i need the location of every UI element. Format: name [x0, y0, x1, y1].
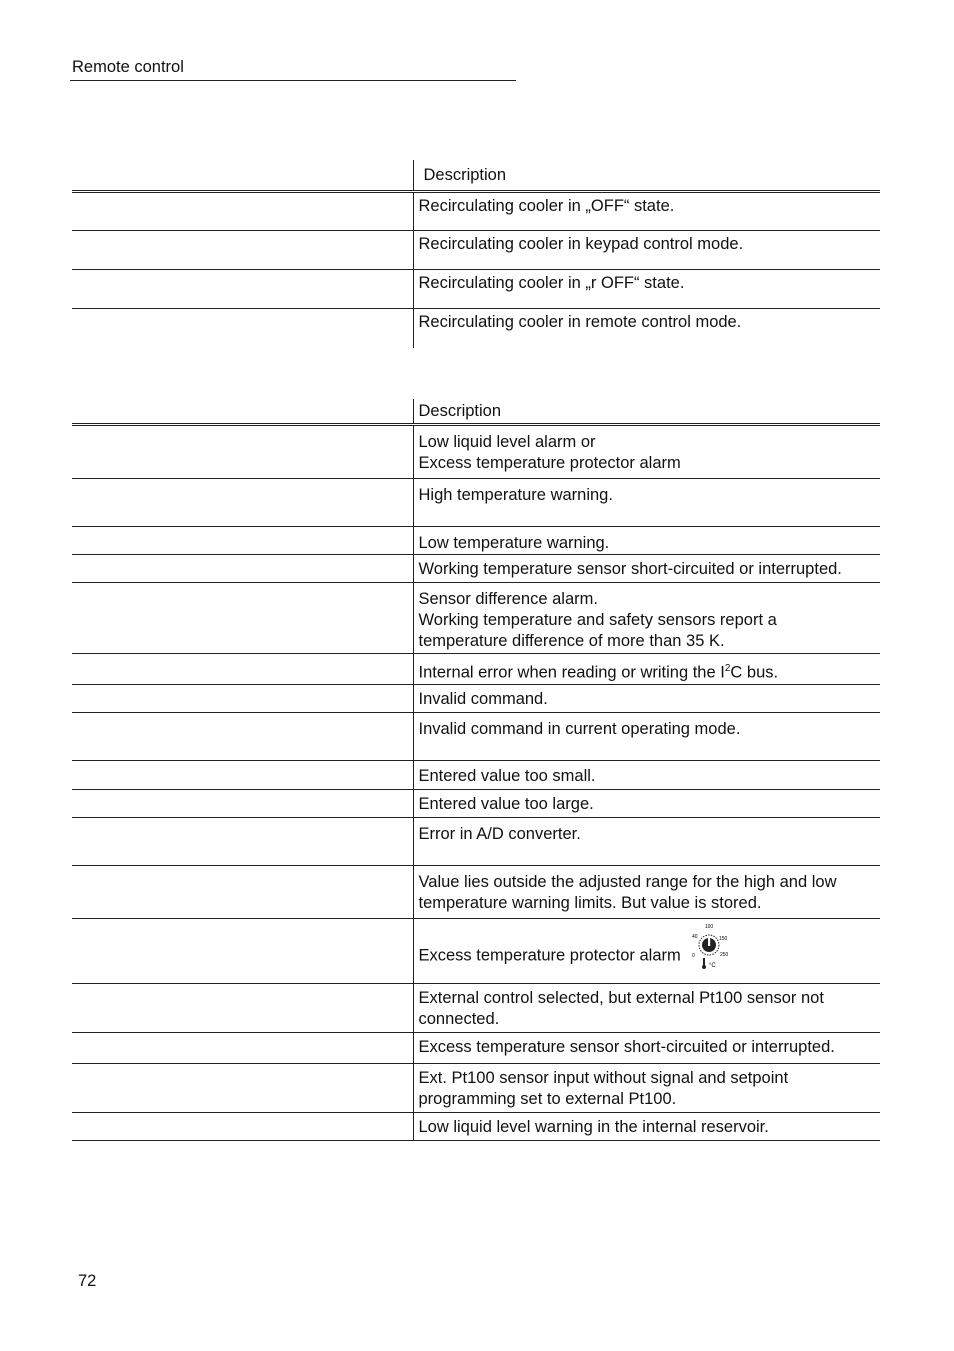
- description-cell: [413, 1112, 880, 1140]
- code-cell: [72, 918, 413, 983]
- table-row: [72, 1112, 880, 1140]
- description-cell: [413, 865, 880, 918]
- code-cell: [72, 527, 413, 555]
- description-line: [418, 923, 877, 983]
- status-table: [72, 160, 880, 348]
- code-cell: [72, 1112, 413, 1140]
- page-number: 72: [78, 1272, 97, 1290]
- table-row: [72, 270, 880, 309]
- description-cell: [413, 425, 880, 479]
- dial-label-top: 100: [704, 923, 713, 930]
- temperature-dial-icon: [689, 923, 735, 971]
- code-cell: [72, 712, 413, 760]
- code-cell: [72, 760, 413, 789]
- code-cell: [72, 231, 413, 270]
- header-cell-empty: [72, 399, 413, 425]
- header-rule: [70, 80, 516, 81]
- description-line: [419, 1117, 877, 1138]
- superscript: 2: [724, 663, 731, 674]
- header-description: Description: [413, 160, 880, 192]
- description-line: [419, 658, 877, 684]
- description-line: [419, 824, 877, 845]
- description-text: Error in A/D converter.: [418, 824, 581, 843]
- description-cell: [413, 1063, 880, 1112]
- table-row: [72, 192, 880, 231]
- description-cell: [413, 479, 880, 527]
- code-cell: [72, 684, 413, 712]
- description-cell: [413, 654, 880, 685]
- description-text: Working temperature and safety sensors report a: [418, 611, 777, 629]
- code-cell: [72, 309, 413, 348]
- table-row: [72, 309, 880, 348]
- description-cell: Recirculating cooler in keypad control mode.: [413, 231, 880, 270]
- table-row: [72, 760, 880, 789]
- description-line: [419, 631, 877, 652]
- description-line: [419, 719, 877, 740]
- description-text: Entered value too large.: [418, 794, 594, 813]
- description-cell: [413, 817, 880, 865]
- description-text: Ext. Pt100 sensor input without signal and setpoint: [418, 1068, 789, 1087]
- table-row: [72, 1032, 880, 1063]
- table-header-row: [72, 160, 880, 192]
- code-cell: [72, 789, 413, 817]
- description-line: [419, 559, 877, 580]
- table-row: [72, 583, 880, 654]
- description-text: Invalid command in current operating mode.: [418, 719, 741, 738]
- description-text: temperature difference of more than 35 K.: [418, 632, 725, 650]
- description-cell: [413, 1032, 880, 1063]
- table-row: [72, 789, 880, 817]
- description-text: Low temperature warning.: [418, 534, 610, 552]
- table-row: [72, 712, 880, 760]
- description-cell: [413, 555, 880, 583]
- description-text: Excess temperature protector alarm: [418, 945, 681, 964]
- description-line: [419, 872, 877, 893]
- description-line: [419, 589, 877, 610]
- description-cell: [413, 983, 880, 1032]
- table-row: [72, 918, 880, 983]
- table-row: [72, 1063, 880, 1112]
- table-row: [72, 817, 880, 865]
- description-line: [419, 1037, 877, 1058]
- description-text: C bus.: [730, 663, 779, 682]
- description-cell: [413, 760, 880, 789]
- description-text: Excess temperature sensor short-circuited or interrupted.: [418, 1037, 835, 1056]
- code-cell: [72, 479, 413, 527]
- header-description: Description: [413, 399, 880, 425]
- description-line: [419, 485, 877, 506]
- description-cell: [413, 918, 880, 983]
- code-cell: [72, 983, 413, 1032]
- code-cell: [72, 583, 413, 654]
- dial-unit: °C: [708, 962, 716, 969]
- table-row: [72, 231, 880, 270]
- description-text: Excess temperature protector alarm: [418, 454, 681, 472]
- description-cell: Recirculating cooler in „r OFF“ state.: [413, 270, 880, 309]
- table-header-row: [72, 399, 880, 425]
- description-line: [419, 453, 877, 474]
- code-cell: [72, 654, 413, 685]
- table-row: [72, 479, 880, 527]
- description-cell: [413, 583, 880, 654]
- table-row: [72, 527, 880, 555]
- description-cell: [413, 527, 880, 555]
- code-cell: [72, 425, 413, 479]
- description-text: External control selected, but external Pt100 sensor not: [418, 988, 824, 1007]
- table-row: [72, 684, 880, 712]
- description-cell: [413, 684, 880, 712]
- description-text: Low liquid level alarm or: [418, 433, 596, 451]
- description-line: [419, 893, 877, 914]
- code-cell: [72, 817, 413, 865]
- header-cell-empty: [72, 160, 413, 192]
- description-cell: [413, 789, 880, 817]
- description-line: [419, 988, 877, 1009]
- code-cell: [72, 270, 413, 309]
- table-row: [72, 555, 880, 583]
- dial-label-left: 40: [691, 933, 698, 940]
- description-line: [419, 689, 877, 710]
- description-cell: Recirculating cooler in remote control mode.: [413, 309, 880, 348]
- code-cell: [72, 1063, 413, 1112]
- dial-label-bottom-right: 250: [719, 951, 729, 958]
- description-text: Invalid command.: [418, 689, 548, 708]
- description-text: Working temperature sensor short-circuited or interrupted.: [418, 560, 842, 578]
- error-rows: [72, 425, 880, 1141]
- description-text: temperature warning limits. But value is stored.: [418, 893, 762, 912]
- description-line: [419, 610, 877, 631]
- description-line: [419, 432, 877, 453]
- description-cell: Recirculating cooler in „OFF“ state.: [413, 192, 880, 231]
- description-text: Value lies outside the adjusted range for the high and low: [418, 872, 837, 891]
- code-cell: [72, 1032, 413, 1063]
- dial-label-bottom-left: 0: [691, 952, 695, 959]
- table-row: [72, 983, 880, 1032]
- dial-label-right: 150: [718, 935, 728, 942]
- temperature-dial-icon-wrap: [689, 923, 735, 977]
- description-cell: [413, 712, 880, 760]
- description-text: Low liquid level warning in the internal reservoir.: [418, 1117, 769, 1136]
- description-text: programming set to external Pt100.: [418, 1089, 677, 1108]
- description-text: Sensor difference alarm.: [418, 590, 598, 608]
- table-row: [72, 425, 880, 479]
- table-row: [72, 654, 880, 685]
- code-cell: [72, 865, 413, 918]
- description-line: [419, 794, 877, 815]
- table-row: [72, 865, 880, 918]
- error-messages-table: [72, 399, 880, 1141]
- description-text: connected.: [418, 1009, 500, 1028]
- running-header: Remote control: [72, 58, 184, 76]
- description-text: Entered value too small.: [418, 766, 596, 785]
- description-line: [419, 1009, 877, 1030]
- description-line: [419, 533, 877, 554]
- code-cell: [72, 555, 413, 583]
- code-cell: [72, 192, 413, 231]
- description-line: [419, 766, 877, 787]
- description-text: Internal error when reading or writing the I: [418, 663, 725, 682]
- description-line: [419, 1089, 877, 1110]
- description-text: High temperature warning.: [418, 486, 613, 504]
- description-line: [419, 1068, 877, 1089]
